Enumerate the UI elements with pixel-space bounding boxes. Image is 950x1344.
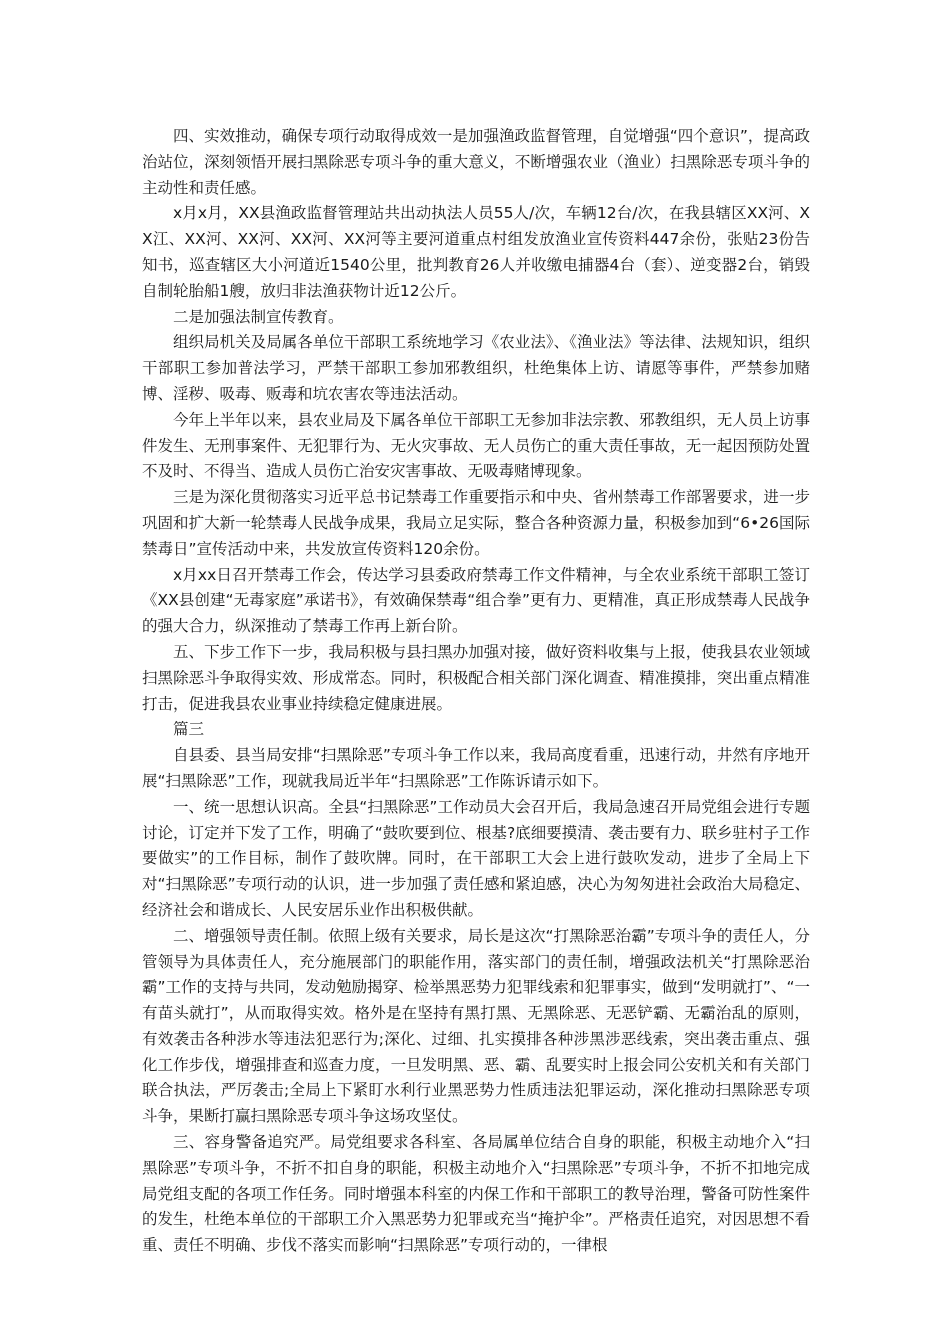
section-heading: 篇三 — [173, 720, 205, 739]
paragraph-1: 四、实效推动，确保专项行动取得成效一是加强渔政监督管理，自觉增强“四个意识”，提高政治站位，深刻领悟开展扫黑除恶专项斗争的重大意义，不断增强农业（渔业）扫黑除恶专项斗争的主动性和责任感。 — [142, 127, 810, 197]
paragraph-2: x月x月，XX县渔政监督管理站共出动执法人员55人/次，车辆12台/次，在我县辖区XX河、XX江、XX河、XX河、XX河、XX河等主要河道重点村组发放渔业宣传资料447余份，张贴23份告知书，巡查辖区大小河道近1540公里，批判教育26人并收缴电捕器4台（套）、逆变器2台，销毁自制轮胎船1艘，放归非法渔获物计近12公斤。 — [142, 204, 810, 300]
paragraph-3: 二是加强法制宣传教育。 — [173, 307, 344, 326]
paragraph-6: 三是为深化贯彻落实习近平总书记禁毒工作重要指示和中央、省州禁毒工作部署要求，进一步巩固和扩大新一轮禁毒人民战争成果，我局立足实际，整合各种资源力量，积极参加到“6•26国际禁毒日”宣传活动中来，共发放宣传资料120余份。 — [142, 488, 810, 558]
paragraph-5: 今年上半年以来，县农业局及下属各单位干部职工无参加非法宗教、邪教组织，无人员上访事件发生、无刑事案件、无犯罪行为、无火灾事故、无人员伤亡的重大责任事故，无一起因预防处置不及时、不得当、造成人员伤亡治安灾害事故、无吸毒赌博现象。 — [142, 410, 810, 481]
paragraph-11: 一、统一思想认识高。全县“扫黑除恶”工作动员大会召开后，我局急速召开局党组会进行专题讨论，订定并下发了工作，明确了“鼓吹要到位、根基?底细要摸清、袭击要有力、联乡驻村子工作要做实”的工作目标，制作了鼓吹牌。同时，在干部职工大会上进行鼓吹发动，进步了全局上下对“扫黑除恶”专项行动的认识，进一步加强了责任感和紧迫感，决心为匆匆进社会政治大局稳定、经济社会和谐成长、人民安居乐业作出积极供献。 — [142, 797, 810, 919]
paragraph-4: 组织局机关及局属各单位干部职工系统地学习《农业法》、《渔业法》等法律、法规知识，组织干部职工参加普法学习，严禁干部职工参加邪教组织，杜绝集体上访、请愿等事件，严禁参加赌博、淫秽、吸毒、贩毒和坑农害农等违法活动。 — [142, 333, 810, 403]
document-body — [142, 124, 810, 1259]
paragraph-13: 三、容身警备追究严。局党组要求各科室、各局属单位结合自身的职能，积极主动地介入“扫黑除恶”专项斗争，不折不扣自身的职能，积极主动地介入“扫黑除恶”专项斗争，不折不扣地完成局党组支配的各项工作任务。同时增强本科室的内保工作和干部职工的教导治理，警备可防性案件的发生，杜绝本单位的干部职工介入黑恶势力犯罪或充当“掩护伞”。严格责任追究，对因思想不看重、责任不明确、步伐不落实而影响“扫黑除恶”专项行动的，一律根 — [142, 1133, 810, 1255]
paragraph-12: 二、增强领导责任制。依照上级有关要求，局长是这次“打黑除恶治霸”专项斗争的责任人，分管领导为具体责任人，充分施展部门的职能作用，落实部门的责任制，增强政法机关“打黑除恶治霸”工作的支持与共同，发动勉励揭穿、检举黑恶势力犯罪线索和犯罪事实，做到“发明就打”、“一有苗头就打”，从而取得实效。格外是在坚持有黑打黑、无黑除恶、无恶铲霸、无霸治乱的原则，有效袭击各种涉水等违法犯恶行为;深化、过细、扎实摸排各种涉黑涉恶线索，突出袭击重点、强化工作步伐，增强排查和巡查力度，一旦发明黑、恶、霸、乱要实时上报会同公安机关和有关部门联合执法，严厉袭击;全局上下紧盯水利行业黑恶势力性质违法犯罪运动，深化推动扫黑除恶专项斗争，果断打赢扫黑除恶专项斗争这场攻坚仗。 — [142, 926, 810, 1126]
paragraph-7: x月xx日召开禁毒工作会，传达学习县委政府禁毒工作文件精神，与全农业系统干部职工签订《XX县创建“无毒家庭”承诺书》，有效确保禁毒“组合拳”更有力、更精准，真正形成禁毒人民战争的强大合力，纵深推动了禁毒工作再上新台阶。 — [142, 565, 810, 636]
paragraph-8: 五、下步工作下一步，我局积极与县扫黑办加强对接，做好资料收集与上报，使我县农业领域扫黑除恶斗争取得实效、形成常态。同时，积极配合相关部门深化调查、精准摸排，突出重点精准打击，促进我县农业事业持续稳定健康进展。 — [142, 642, 810, 713]
paragraph-10: 自县委、县当局安排“扫黑除恶”专项斗争工作以来，我局高度看重，迅速行动，井然有序地开展“扫黑除恶”工作，现就我局近半年“扫黑除恶”工作陈诉请示如下。 — [142, 746, 810, 790]
